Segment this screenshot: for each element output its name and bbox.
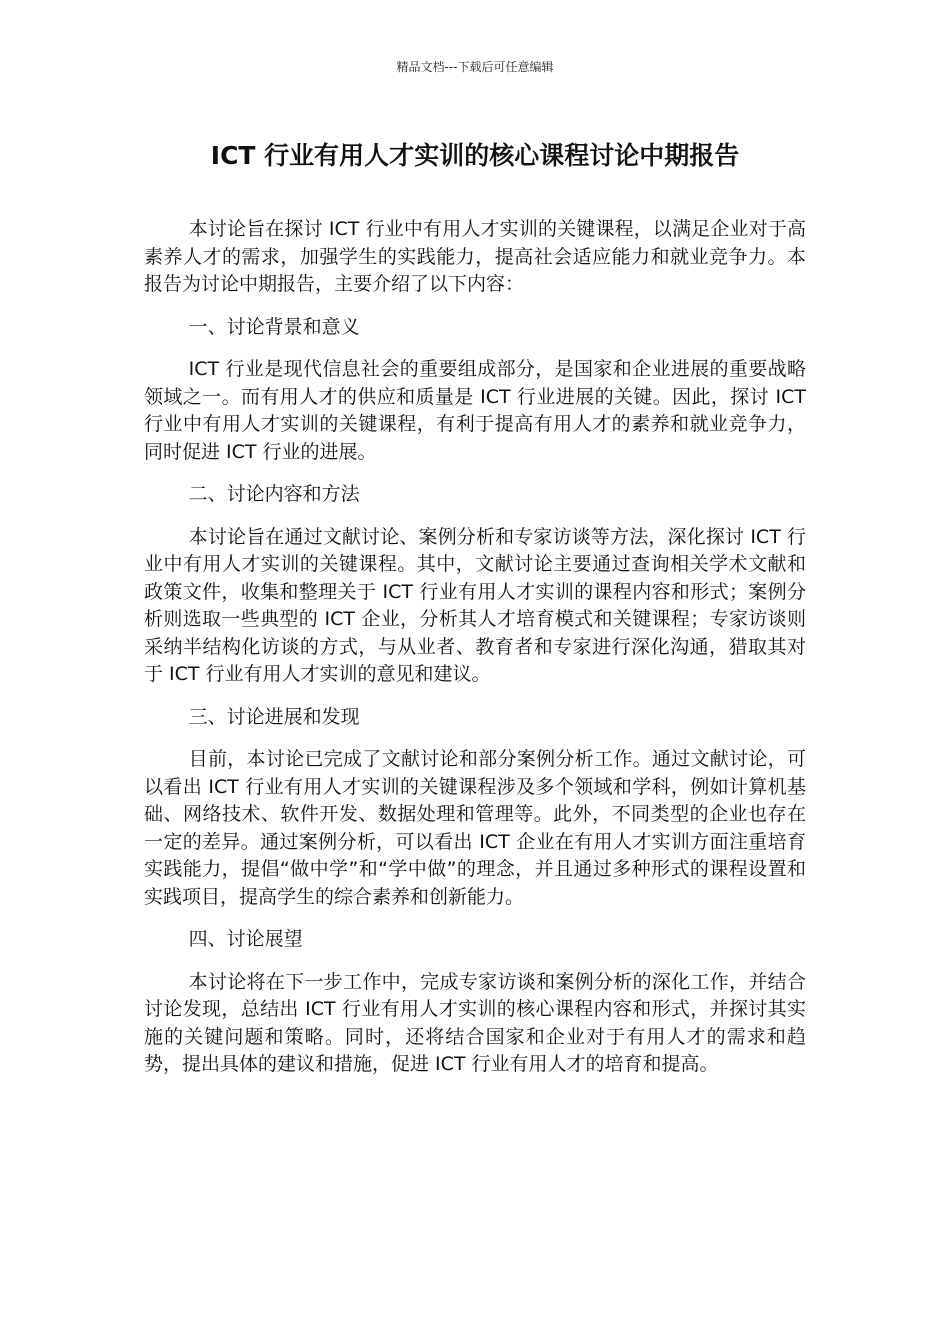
background-paragraph: ICT 行业是现代信息社会的重要组成部分，是国家和企业进展的重要战略领域之一。而有用人才的供应和质量是 ICT 行业进展的关键。因此，探讨 ICT 行业中有用人才实训的关键课程，有利于提高有用人才的素养和就业竞争力，同时促进 ICT 行业的进展。 [144,358,806,463]
section-heading-methods: 二、讨论内容和方法 [188,483,360,505]
outlook-paragraph: 本讨论将在下一步工作中，完成专家访谈和案例分析的深化工作，并结合讨论发现，总结出 ICT 行业有用人才实训的核心课程内容和形式，并探讨其实施的关键问题和策略。同时，还将结合国家和企业对于有用人才的需求和趋势，提出具体的建议和措施，促进 ICT 行业有用人才的培育和提高。 [144,970,806,1075]
document-title: ICT 行业有用人才实训的核心课程讨论中期报告 [210,141,740,170]
section-heading-progress: 三、讨论进展和发现 [188,705,360,728]
section-heading-background: 一、讨论背景和意义 [188,315,360,338]
methods-paragraph: 本讨论旨在通过文献讨论、案例分析和专家访谈等方法，深化探讨 ICT 行业中有用人才实训的关键课程。其中，文献讨论主要通过查询相关学术文献和政策文件，收集和整理关于 ICT 行业有用人才实训的课程内容和形式；案例分析则选取一些典型的 ICT 企业，分析其人才培育模式和关键课程；专家访谈则采纳半结构化访谈的方式，与从业者、教育者和专家进行深化沟通，猎取其对于 ICT 行业有用人才实训的意见和建议。 [144,525,806,685]
document-body [144,216,806,1094]
intro-paragraph: 本讨论旨在探讨 ICT 行业中有用人才实训的关键课程，以满足企业对于高素养人才的需求，加强学生的实践能力，提高社会适应能力和就业竞争力。本报告为讨论中期报告，主要介绍了以下内容： [144,218,806,295]
section-heading-outlook: 四、讨论展望 [188,928,303,950]
header-note: 精品文档---下载后可任意编辑 [396,60,554,74]
progress-paragraph: 目前，本讨论已完成了文献讨论和部分案例分析工作。通过文献讨论，可以看出 ICT 行业有用人才实训的关键课程涉及多个领域和学科，例如计算机基础、网络技术、软件开发、数据处理和管理等。此外，不同类型的企业也存在一定的差异。通过案例分析，可以看出 ICT 企业在有用人才实训方面注重培育实践能力，提倡“做中学”和“学中做”的理念，并且通过多种形式的课程设置和实践项目，提高学生的综合素养和创新能力。 [144,748,806,908]
